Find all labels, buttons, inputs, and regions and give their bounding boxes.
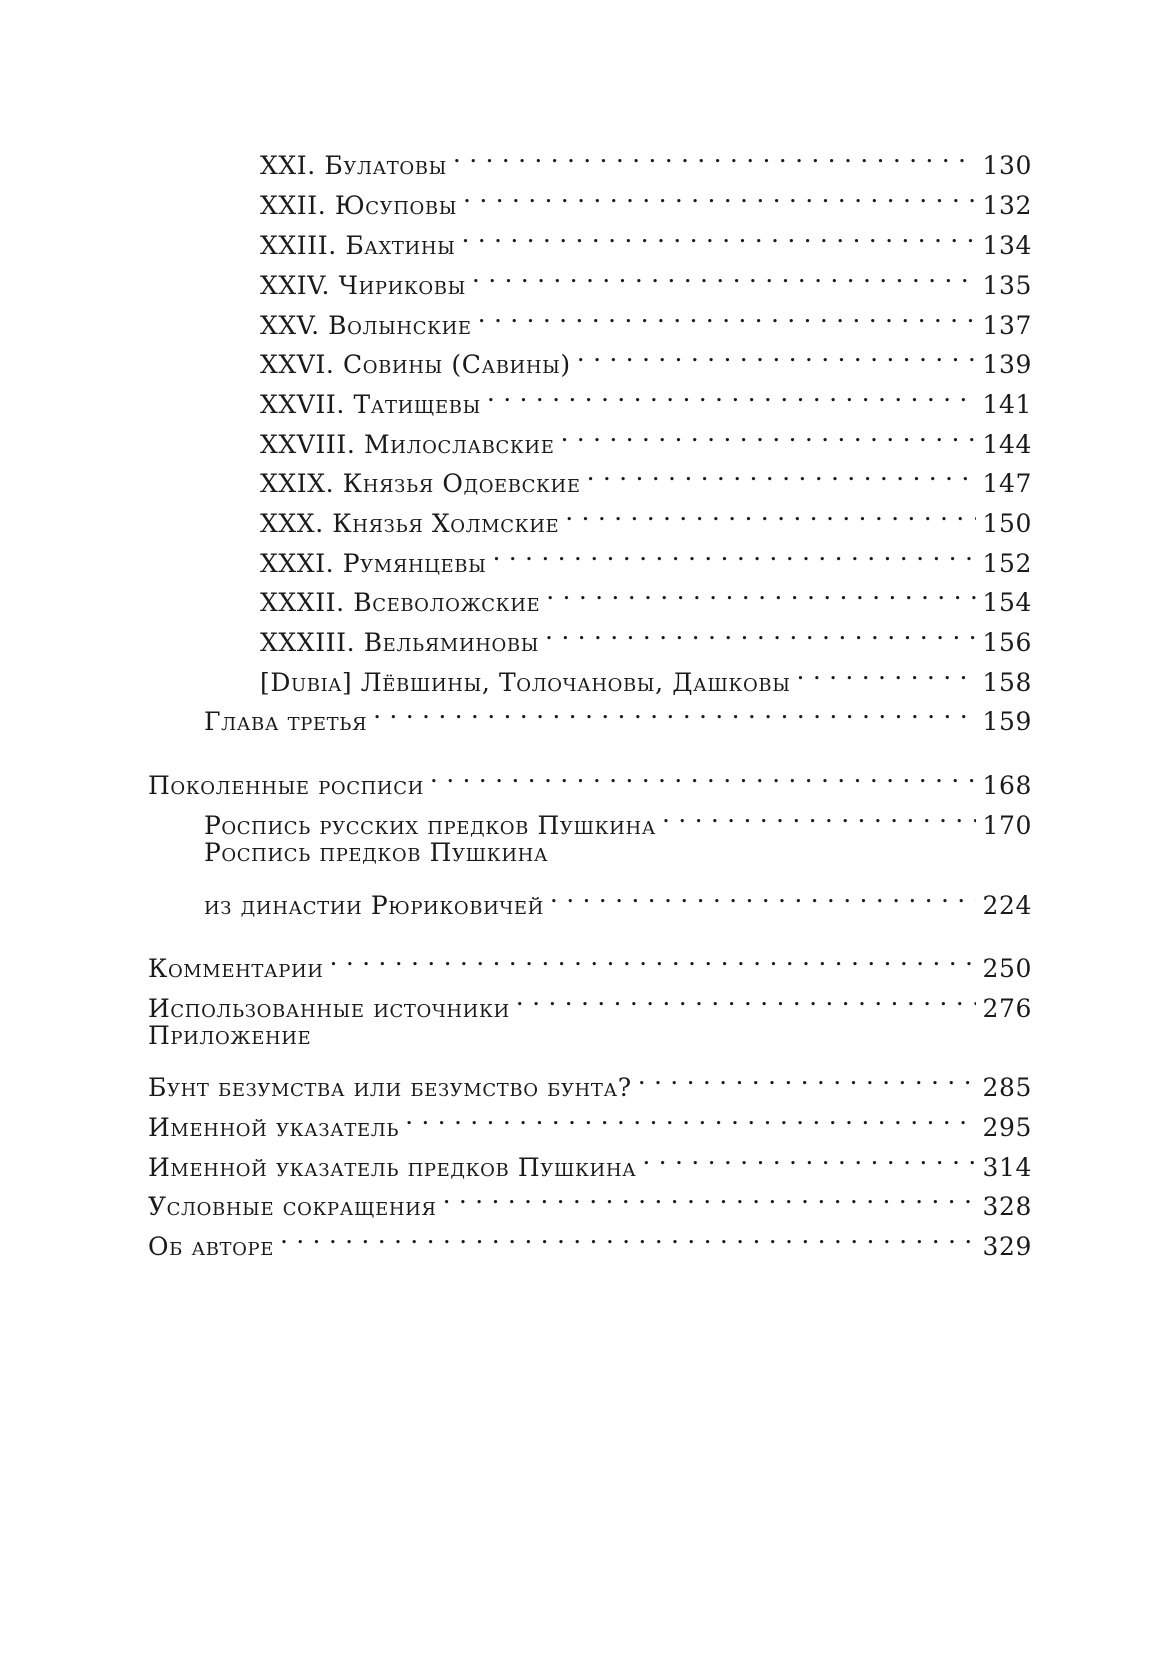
- toc-entry-page: 170: [982, 811, 1032, 840]
- dot-leader: [463, 174, 976, 214]
- dot-leader: [430, 754, 977, 794]
- toc-entry-title: XXXI. Румянцевы: [260, 549, 487, 578]
- dot-leader: [662, 794, 976, 834]
- toc-entry-title: Роспись русских предков Пушкина: [204, 811, 656, 840]
- dot-leader: [587, 452, 977, 492]
- dot-leader: [797, 651, 977, 691]
- dot-leader: [453, 134, 977, 174]
- toc-entry-title: XXVII. Татищевы: [260, 390, 481, 419]
- toc-entry-title: Роспись предков Пушкина: [204, 838, 549, 867]
- toc-entry-title: Глава третья: [204, 707, 368, 736]
- toc-entry-page: 224: [982, 891, 1032, 920]
- toc-entry-title: Именной указатель предков Пушкина: [148, 1153, 637, 1182]
- dot-leader: [560, 413, 976, 453]
- toc-entry[interactable]: [260, 333, 1032, 379]
- toc-entry-page: 147: [982, 469, 1032, 498]
- toc-entry-heading[interactable]: [148, 1016, 1032, 1056]
- dot-leader: [280, 1215, 977, 1255]
- toc-entry[interactable]: [260, 532, 1032, 578]
- toc-entry-title: [Dubia] Лёвшины, Толочановы, Дашковы: [260, 668, 791, 697]
- toc-entry-title: Именной указатель: [148, 1113, 400, 1142]
- toc-entry-page: 329: [982, 1232, 1032, 1261]
- dot-leader: [405, 1096, 976, 1136]
- toc-entry-page: 134: [982, 231, 1032, 260]
- toc-entry-heading[interactable]: [204, 833, 1032, 873]
- toc-entry[interactable]: [260, 571, 1032, 617]
- dot-leader: [545, 611, 976, 651]
- toc-entry[interactable]: [260, 294, 1032, 340]
- toc-entry-page: 132: [982, 191, 1032, 220]
- toc-entry[interactable]: [204, 794, 1032, 840]
- dot-leader: [443, 1175, 977, 1215]
- toc-entry-page: 150: [982, 509, 1032, 538]
- dot-leader: [565, 492, 976, 532]
- toc-entry-page: 156: [982, 628, 1032, 657]
- dot-leader: [330, 937, 977, 977]
- dot-leader: [638, 1056, 977, 1096]
- toc-entry-page: 158: [982, 668, 1032, 697]
- toc-entry[interactable]: [148, 937, 1032, 983]
- toc-entry-title: XXII. Юсуповы: [260, 191, 458, 220]
- toc-entry-page: 141: [982, 390, 1032, 419]
- toc-entry-page: 139: [982, 350, 1032, 379]
- toc-entry-title: XXXIII. Вельяминовы: [260, 628, 540, 657]
- toc-entry-page: 154: [982, 588, 1032, 617]
- toc-entry[interactable]: [148, 977, 1032, 1023]
- toc-entry-title: XXV. Волынские: [260, 311, 472, 340]
- toc-entry-title: Условные сокращения: [148, 1192, 437, 1221]
- toc-entry-title: XXIX. Князья Одоевские: [260, 469, 581, 498]
- toc-entry-title: XXVIII. Милославские: [260, 430, 555, 459]
- toc-entry-title: XXX. Князья Холмские: [260, 509, 560, 538]
- toc-entry[interactable]: [148, 1136, 1032, 1182]
- toc-entry-title: Об авторе: [148, 1232, 274, 1261]
- toc-entry-page: 144: [982, 430, 1032, 459]
- toc-entry-title: XXI. Булатовы: [260, 151, 447, 180]
- toc-entry[interactable]: [260, 413, 1032, 459]
- toc-entry[interactable]: [260, 214, 1032, 260]
- toc-entry[interactable]: [260, 174, 1032, 220]
- dot-leader: [642, 1136, 976, 1176]
- toc-entry-page: 295: [982, 1113, 1032, 1142]
- dot-leader: [478, 294, 977, 334]
- toc-entry[interactable]: [260, 254, 1032, 300]
- toc-entry-title: Приложение: [148, 1021, 312, 1050]
- toc-entry-page: 314: [982, 1153, 1032, 1182]
- toc-entry-page: 159: [982, 707, 1032, 736]
- toc-entry-page: 285: [982, 1073, 1032, 1102]
- toc-entry[interactable]: [148, 1096, 1032, 1142]
- dot-leader: [472, 254, 977, 294]
- toc-entry[interactable]: [260, 611, 1032, 657]
- toc-entry[interactable]: [260, 134, 1032, 180]
- toc-entry[interactable]: [148, 754, 1032, 800]
- toc-entry[interactable]: [260, 452, 1032, 498]
- toc-entry-title: XXIII. Бахтины: [260, 231, 456, 260]
- toc-entry-title: XXXII. Всеволожские: [260, 588, 541, 617]
- toc-entry-page: 152: [982, 549, 1032, 578]
- toc-entry[interactable]: [204, 690, 1032, 736]
- toc-entry-page: 130: [982, 151, 1032, 180]
- toc-entry-title: из династии Рюриковичей: [204, 891, 544, 920]
- dot-leader: [550, 874, 977, 914]
- toc-entry[interactable]: [148, 1175, 1032, 1221]
- toc-entry[interactable]: [148, 1056, 1032, 1102]
- toc-entry-page: 168: [982, 771, 1032, 800]
- toc-entry[interactable]: [260, 651, 1032, 697]
- toc-entry[interactable]: [148, 1215, 1032, 1261]
- toc-entry-page: 135: [982, 271, 1032, 300]
- dot-leader: [373, 690, 976, 730]
- toc-entry[interactable]: [260, 373, 1032, 419]
- toc-entry-title: Комментарии: [148, 954, 324, 983]
- toc-entry[interactable]: [204, 874, 1032, 920]
- dot-leader: [492, 532, 976, 572]
- dot-leader: [577, 333, 977, 373]
- dot-leader: [546, 571, 976, 611]
- toc-entry-title: XXIV. Чириковы: [260, 271, 466, 300]
- toc-entry-title: Бунт безумства или безумство бунта?: [148, 1073, 632, 1102]
- toc-entry-page: 328: [982, 1192, 1032, 1221]
- toc-entry[interactable]: [260, 492, 1032, 538]
- dot-leader: [487, 373, 977, 413]
- toc-entry-page: 250: [982, 954, 1032, 983]
- toc-entry-title: XXVI. Совины (Савины): [260, 350, 571, 379]
- dot-leader: [461, 214, 976, 254]
- toc-entry-page: 276: [982, 994, 1032, 1023]
- toc-entry-page: 137: [982, 311, 1032, 340]
- toc-entry-title: Использованные источники: [148, 994, 510, 1023]
- toc-entry-title: Поколенные росписи: [148, 771, 424, 800]
- dot-leader: [516, 977, 977, 1017]
